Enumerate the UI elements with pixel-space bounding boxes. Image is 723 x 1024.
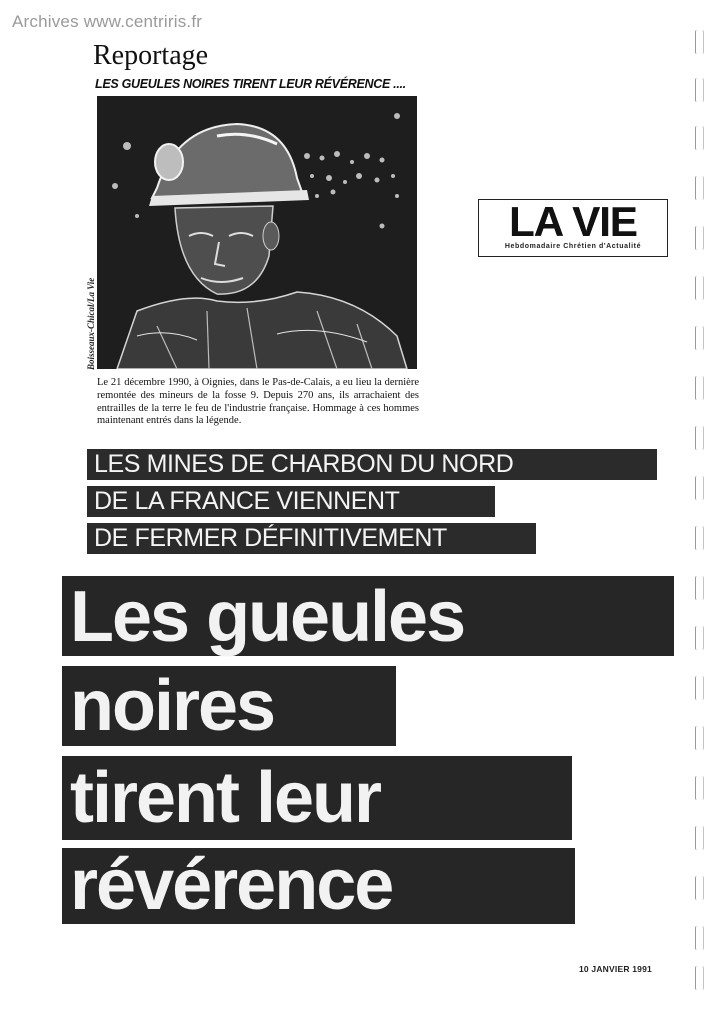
headline-line: révérence (62, 848, 575, 924)
logo-title: LA VIE (509, 198, 637, 245)
section-title: Reportage (93, 40, 209, 71)
watermark: Archives www.centriris.fr (12, 12, 203, 31)
headline-line: Les gueules (62, 576, 674, 656)
photo-credit: Boisseaux-Chical/La Vie (86, 277, 96, 370)
logo-tagline: Hebdomadaire Chrétien d'Actualité (504, 243, 642, 250)
binding-edge (695, 30, 707, 1000)
headline-line: noires (62, 666, 396, 746)
issue-date: 10 JANVIER 1991 (579, 964, 652, 974)
subheadline-line: LES MINES DE CHARBON DU NORD (87, 449, 657, 480)
subheadline-line: DE FERMER DÉFINITIVEMENT (87, 523, 536, 554)
miner-illustration (97, 96, 417, 369)
kicker: LES GUEULES NOIRES TIRENT LEUR RÉVÉRENCE .... (95, 77, 406, 91)
miner-photo (97, 96, 417, 369)
photo-caption: Le 21 décembre 1990, à Oignies, dans le Pas-de-Calais, a eu lieu la dernière remontée des mineurs de la fosse 9. Depuis 270 ans, ils arrachaient des entrailles de la terre le feu de l'industrie française. Hommage à ces hommes maintenant entrés dans la légende. (97, 377, 419, 427)
la-vie-logo (478, 199, 668, 257)
subheadline-line: DE LA FRANCE VIENNENT (87, 486, 495, 517)
headline-line: tirent leur (62, 756, 572, 840)
